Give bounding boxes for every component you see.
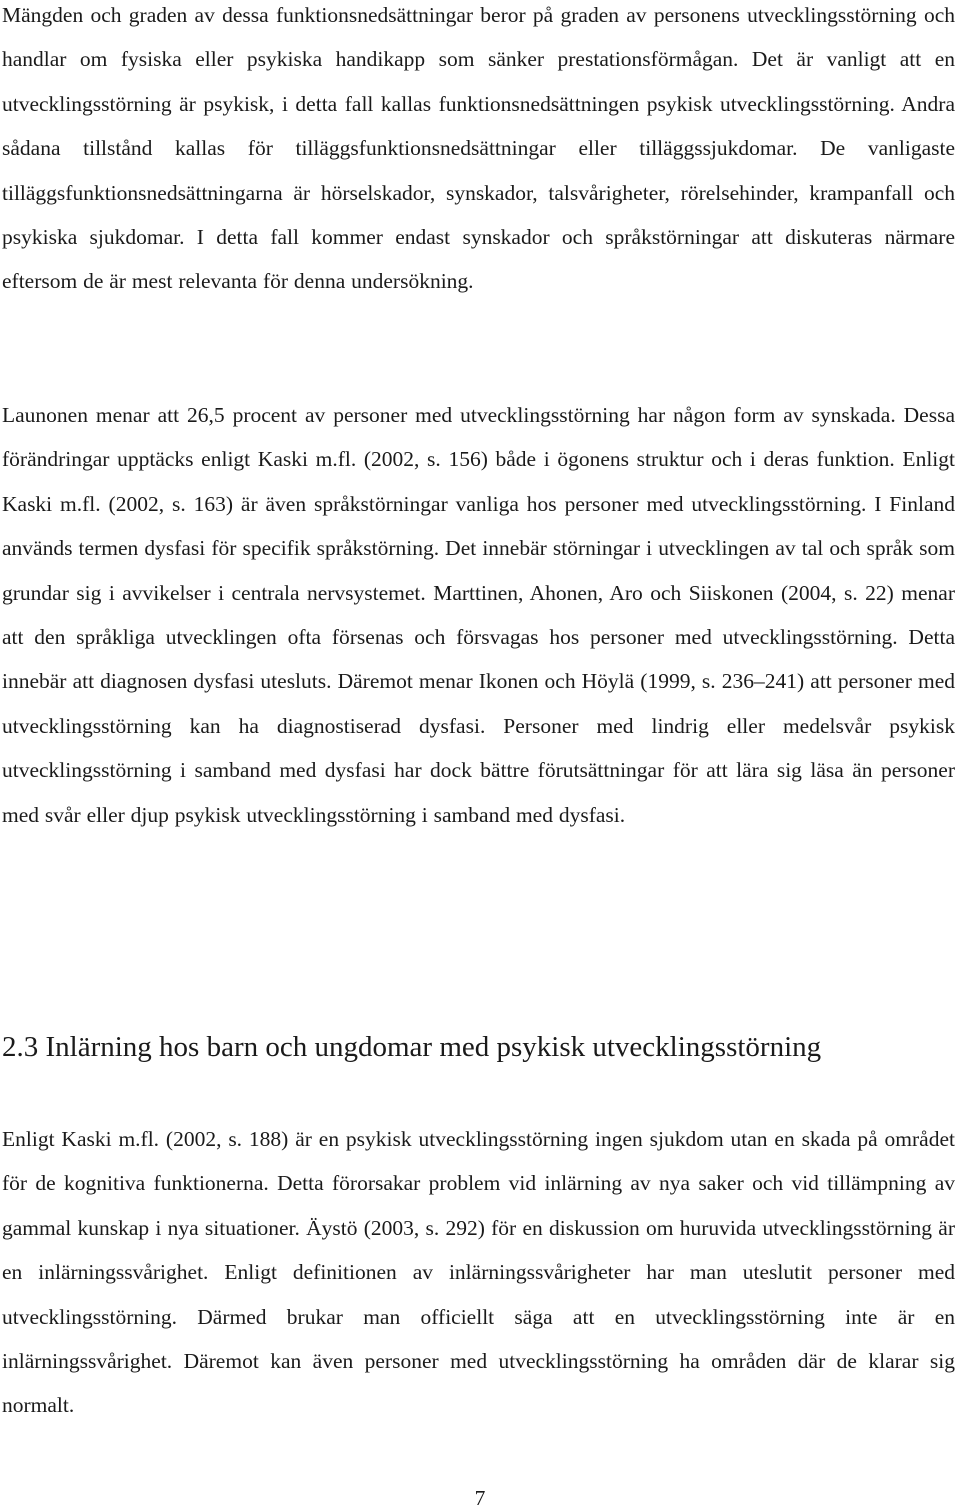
body-paragraph-3: Enligt Kaski m.fl. (2002, s. 188) är en psykisk utvecklingsstörning ingen sjukdom utan en skada på området för de kognitiva funktionerna. Detta förorsakar problem vid inlärning av nya saker och vid tillämpning av gammal kunskap i nya situationer. Äystö (2003, s. 292) för en diskussion om huruvida utvecklingsstörning är en inlärningssvårighet. Enligt definitionen av inlärningssvårigheter har man uteslutit personer med utvecklingsstörning. Därmed brukar man officiellt säga att en utvecklingsstörning inte är en inlärningssvårighet. Däremot kan även personer med utvecklingsstörning ha områden där de klarar sig normalt. (2, 1127, 955, 1418)
page-number: 7 (474, 1486, 486, 1510)
body-paragraph-1: Mängden och graden av dessa funktionsnedsättningar beror på graden av personens utvecklingsstörning och handlar om fysiska eller psykiska handikapp som sänker prestationsförmågan. Det är vanligt att en utvecklingsstörning är psykisk, i detta fall kallas funktionsnedsättningen psykisk utvecklingsstörning. Andra sådana tillstånd kallas för tilläggsfunktionsnedsättningar eller tilläggssjukdomar. De vanligaste tilläggsfunktionsnedsättningarna är hörselskador, synskador, talsvårigheter, rörelsehinder, krampanfall och psykiska sjukdomar. I detta fall kommer endast synskador och språkstörningar att diskuteras närmare eftersom de är mest relevanta för denna undersökning. (2, 3, 955, 294)
section-heading: 2.3 Inlärning hos barn och ungdomar med psykisk utvecklingsstörning (2, 1031, 822, 1063)
body-paragraph-2: Launonen menar att 26,5 procent av personer med utvecklingsstörning har någon form av synskada. Dessa förändringar upptäcks enligt Kaski m.fl. (2002, s. 156) både i ögonens struktur och i deras funktion. Enligt Kaski m.fl. (2002, s. 163) är även språkstörningar vanliga hos personer med utvecklingsstörning. I Finland används termen dysfasi för specifik språkstörning. Det innebär störningar i utvecklingen av tal och språk som grundar sig i avvikelser i centrala nervsystemet. Marttinen, Ahonen, Aro och Siiskonen (2004, s. 22) menar att den språkliga utvecklingen ofta försenas och försvagas hos personer med utvecklingsstörning. Detta innebär att diagnosen dysfasi utesluts. Däremot menar Ikonen och Höylä (1999, s. 236–241) att personer med utvecklingsstörning kan ha diagnostiserad dysfasi. Personer med lindrig eller medelsvår psykisk utvecklingsstörning i samband med dysfasi har dock bättre förutsättningar för att lära sig läsa än personer med svår eller djup psykisk utvecklingsstörning i samband med dysfasi. (2, 403, 955, 827)
